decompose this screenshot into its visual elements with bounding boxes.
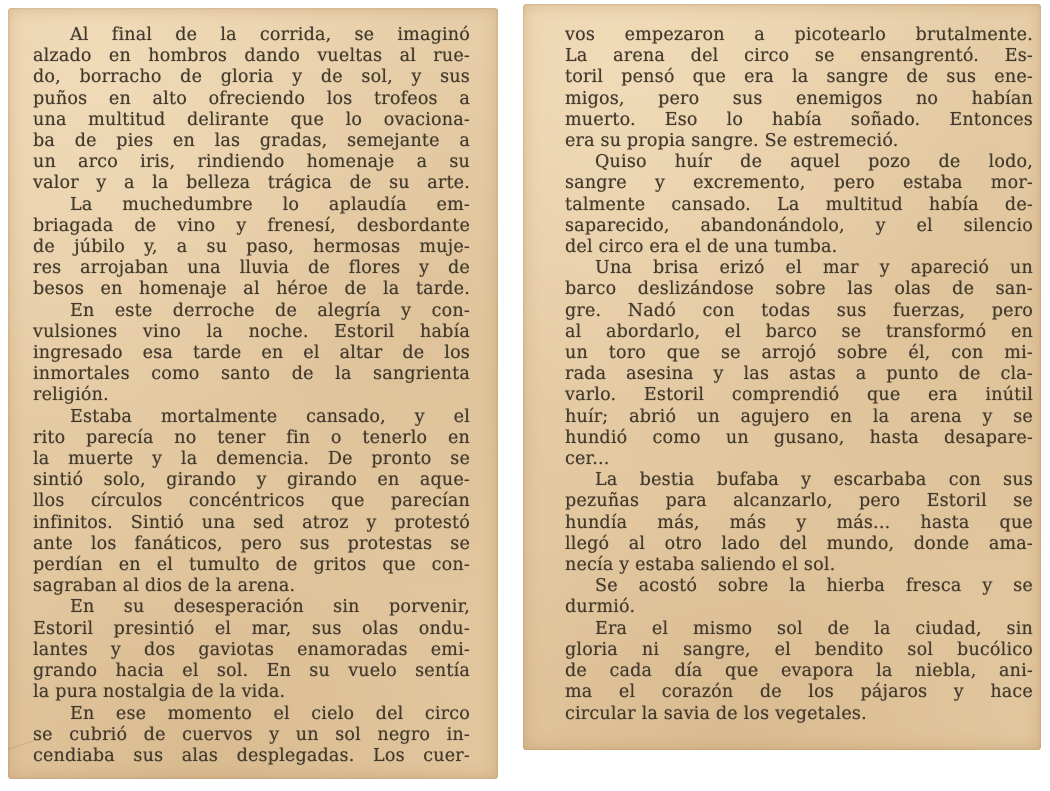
text-line: ante los fanáticos, pero sus protestas se: [33, 533, 470, 554]
text-line: En este derroche de alegría y con-: [70, 300, 470, 321]
text-line: grando hacia el sol. En su vuelo sentía: [33, 661, 470, 682]
text-line: sintió solo, girando y girando en aque-: [33, 470, 470, 491]
text-line: besos en homenaje al héroe de la tarde.: [33, 279, 470, 300]
text-line: durmió.: [565, 597, 636, 618]
text-line: toril pensó que era la sangre de sus ene-: [565, 67, 1033, 88]
text-line: se cubrió de cuervos y un sol negro in-: [33, 724, 470, 745]
text-line: cer...: [565, 449, 610, 470]
text-line: llos círculos concéntricos que parecían: [33, 491, 470, 512]
text-line: inmortales como santo de la sangrienta: [33, 364, 470, 385]
text-line: cendiaba sus alas desplegadas. Los cuer-: [33, 745, 470, 766]
text-line: barco deslizándose sobre las olas de san-: [565, 279, 1033, 300]
paragraph: [33, 25, 470, 195]
text-line: pezuñas para alcanzarlo, pero Estoril se: [565, 491, 1033, 512]
text-line: varlo. Estoril comprendió que era inútil: [565, 385, 1033, 406]
text-line: infinitos. Sintió una sed atroz y protestó: [33, 512, 470, 533]
text-line: perdían en el tumulto de gritos que con-: [33, 555, 470, 576]
text-line: alzado en hombros dando vueltas al rue-: [33, 46, 470, 67]
text-line: La arena del circo se ensangrentó. Es-: [565, 46, 1033, 67]
text-line: la muerte y la demencia. De pronto se: [33, 449, 470, 470]
text-line: Se acostó sobre la hierba fresca y se: [595, 576, 1033, 597]
text-line: religión.: [33, 385, 109, 406]
text-line: En ese momento el cielo del circo: [70, 703, 470, 724]
text-line: Era el mismo sol de la ciudad, sin: [595, 618, 1033, 639]
text-line: gloria ni sangre, el bendito sol bucólico: [565, 639, 1033, 660]
text-line: llegó al otro lado del mundo, donde ama-: [565, 533, 1033, 554]
text-line: valor y a la belleza trágica de su arte.: [33, 173, 470, 194]
text-line: sagraban al dios de la arena.: [33, 576, 296, 597]
text-line: muerto. Eso lo había soñado. Entonces: [565, 109, 1033, 130]
text-line: ba de pies en las gradas, semejante a: [33, 131, 470, 152]
text-line: rito parecía no tener fin o tenerlo en: [33, 427, 470, 448]
paragraph: [565, 576, 1033, 618]
text-line: sangre y excremento, pero estaba mor-: [565, 173, 1033, 194]
text-line: hundió como un gusano, hasta desapare-: [565, 427, 1033, 448]
text-line: Estaba mortalmente cansado, y el: [70, 406, 470, 427]
text-line: briagada de vino y frenesí, desbordante: [33, 215, 470, 236]
text-line: del circo era el de una tumba.: [565, 237, 838, 258]
text-line: Quiso huír de aquel pozo de lodo,: [595, 152, 1033, 173]
page-right-scan: [523, 4, 1041, 750]
text-line: vulsiones vino la noche. Estoril había: [33, 321, 470, 342]
paragraph: [33, 195, 470, 301]
text-line: En su desesperación sin porvenir,: [70, 597, 470, 618]
text-line: rada asesina y las astas a punto de cla-: [565, 364, 1033, 385]
paragraph: [33, 597, 470, 703]
page-left-scan: [8, 8, 498, 779]
text-line: ma el corazón de los pájaros y hace: [565, 682, 1033, 703]
text-line: La bestia bufaba y escarbaba con sus: [595, 470, 1033, 491]
paragraph: [565, 470, 1033, 576]
text-line: un arco iris, rindiendo homenaje a su: [33, 152, 470, 173]
text-line: gre. Nadó con todas sus fuerzas, pero: [565, 300, 1033, 321]
text-line: lantes y dos gaviotas enamoradas emi-: [33, 639, 470, 660]
text-line: hundía más, más y más... hasta que: [565, 512, 1033, 533]
text-line: de júbilo y, a su paso, hermosas muje-: [33, 237, 470, 258]
text-line: Estoril presintió el mar, sus olas ondu-: [33, 618, 470, 639]
text-line: era su propia sangre. Se estremeció.: [565, 131, 899, 152]
text-line: necía y estaba saliendo el sol.: [565, 555, 836, 576]
paragraph: [33, 301, 470, 407]
text-line: do, borracho de gloria y de sol, y sus: [33, 67, 470, 88]
paragraph: [565, 152, 1033, 258]
paragraph: [565, 25, 1033, 152]
text-line: huír; abrió un agujero en la arena y se: [565, 406, 1033, 427]
paragraph: [565, 619, 1033, 725]
text-line: ingresado esa tarde en el altar de los: [33, 343, 470, 364]
paragraph: [33, 407, 470, 598]
text-line: de cada día que evapora la niebla, ani-: [565, 661, 1033, 682]
text-line: res arrojaban una lluvia de flores y de: [33, 258, 470, 279]
text-line: la pura nostalgia de la vida.: [33, 682, 286, 703]
text-line: una multitud delirante que lo ovaciona-: [33, 109, 470, 130]
text-line: vos empezaron a picotearlo brutalmente.: [565, 25, 1033, 45]
text-line: talmente cansado. La multitud había de-: [565, 194, 1033, 215]
text-line: migos, pero sus enemigos no habían: [565, 88, 1033, 109]
text-line: puños en alto ofreciendo los trofeos a: [33, 88, 470, 109]
text-line: un toro que se arrojó sobre él, con mi-: [565, 343, 1033, 364]
text-line: Una brisa erizó el mar y apareció un: [595, 258, 1033, 279]
text-line: circular la savia de los vegetales.: [565, 703, 867, 724]
text-line: La muchedumbre lo aplaudía em-: [70, 194, 470, 215]
text-line: al abordarlo, el barco se transformó en: [565, 321, 1033, 342]
paragraph: [33, 704, 470, 768]
text-line: saparecido, abandonándolo, y el silencio: [565, 215, 1033, 236]
text-line: Al final de la corrida, se imaginó: [70, 25, 470, 45]
paragraph: [565, 258, 1033, 470]
